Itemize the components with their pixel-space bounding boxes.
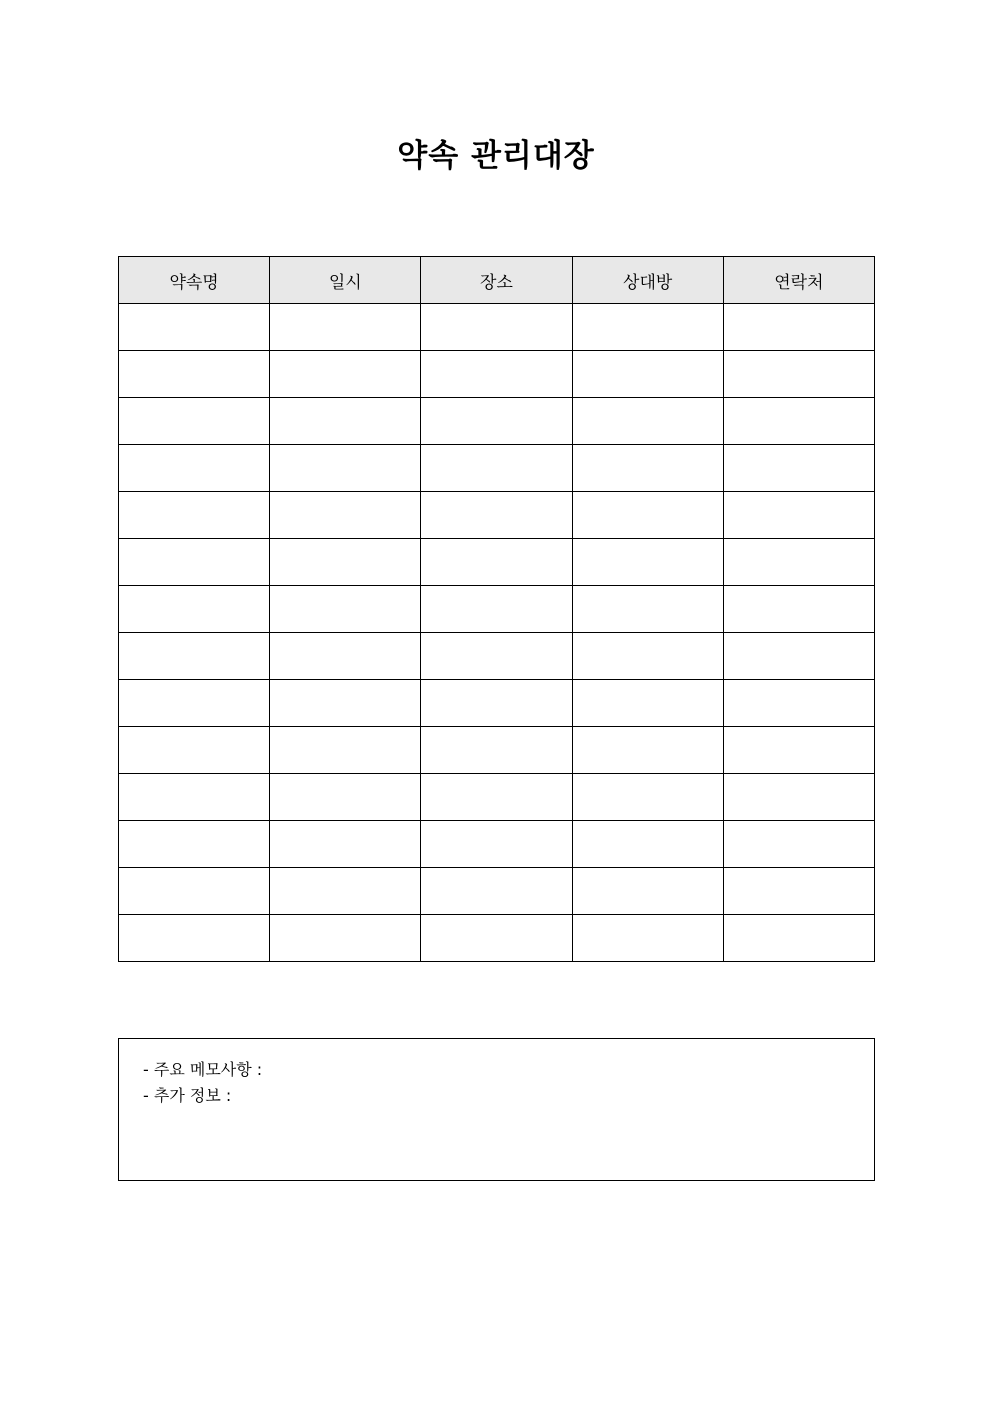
cell-contact[interactable] [723, 445, 874, 492]
cell-appointment-name[interactable] [119, 445, 270, 492]
cell-counterpart[interactable] [572, 398, 723, 445]
cell-appointment-name[interactable] [119, 727, 270, 774]
cell-contact[interactable] [723, 774, 874, 821]
cell-contact[interactable] [723, 821, 874, 868]
cell-counterpart[interactable] [572, 868, 723, 915]
cell-counterpart[interactable] [572, 586, 723, 633]
cell-counterpart[interactable] [572, 774, 723, 821]
cell-datetime[interactable] [270, 445, 421, 492]
cell-appointment-name[interactable] [119, 680, 270, 727]
cell-appointment-name[interactable] [119, 539, 270, 586]
cell-place[interactable] [421, 868, 572, 915]
cell-datetime[interactable] [270, 633, 421, 680]
cell-appointment-name[interactable] [119, 633, 270, 680]
cell-place[interactable] [421, 492, 572, 539]
cell-datetime[interactable] [270, 539, 421, 586]
cell-counterpart[interactable] [572, 727, 723, 774]
cell-contact[interactable] [723, 633, 874, 680]
header-counterpart: 상대방 [572, 257, 723, 304]
cell-contact[interactable] [723, 304, 874, 351]
cell-counterpart[interactable] [572, 633, 723, 680]
cell-datetime[interactable] [270, 680, 421, 727]
cell-datetime[interactable] [270, 821, 421, 868]
table-row [119, 398, 875, 445]
table-body [119, 304, 875, 962]
table-row [119, 445, 875, 492]
cell-place[interactable] [421, 586, 572, 633]
cell-appointment-name[interactable] [119, 351, 270, 398]
cell-place[interactable] [421, 727, 572, 774]
cell-place[interactable] [421, 774, 572, 821]
cell-counterpart[interactable] [572, 492, 723, 539]
cell-appointment-name[interactable] [119, 492, 270, 539]
cell-contact[interactable] [723, 727, 874, 774]
cell-contact[interactable] [723, 868, 874, 915]
cell-place[interactable] [421, 633, 572, 680]
cell-counterpart[interactable] [572, 351, 723, 398]
cell-contact[interactable] [723, 351, 874, 398]
table-row [119, 539, 875, 586]
header-datetime: 일시 [270, 257, 421, 304]
cell-datetime[interactable] [270, 304, 421, 351]
cell-place[interactable] [421, 680, 572, 727]
table-row [119, 680, 875, 727]
cell-place[interactable] [421, 351, 572, 398]
header-contact: 연락처 [723, 257, 874, 304]
table-row [119, 304, 875, 351]
table-row [119, 492, 875, 539]
cell-place[interactable] [421, 821, 572, 868]
memo-box [118, 1038, 875, 1181]
cell-datetime[interactable] [270, 868, 421, 915]
cell-contact[interactable] [723, 539, 874, 586]
cell-appointment-name[interactable] [119, 821, 270, 868]
cell-appointment-name[interactable] [119, 586, 270, 633]
header-place: 장소 [421, 257, 572, 304]
cell-place[interactable] [421, 445, 572, 492]
cell-datetime[interactable] [270, 492, 421, 539]
cell-appointment-name[interactable] [119, 915, 270, 962]
cell-datetime[interactable] [270, 398, 421, 445]
cell-place[interactable] [421, 398, 572, 445]
cell-datetime[interactable] [270, 351, 421, 398]
cell-counterpart[interactable] [572, 821, 723, 868]
cell-datetime[interactable] [270, 586, 421, 633]
cell-datetime[interactable] [270, 774, 421, 821]
cell-appointment-name[interactable] [119, 398, 270, 445]
cell-appointment-name[interactable] [119, 304, 270, 351]
cell-place[interactable] [421, 539, 572, 586]
table-row [119, 868, 875, 915]
cell-contact[interactable] [723, 492, 874, 539]
cell-contact[interactable] [723, 915, 874, 962]
table-row [119, 586, 875, 633]
table-row [119, 633, 875, 680]
cell-counterpart[interactable] [572, 680, 723, 727]
page-title: 약속 관리대장 [397, 138, 595, 174]
cell-counterpart[interactable] [572, 304, 723, 351]
table-row [119, 351, 875, 398]
cell-counterpart[interactable] [572, 539, 723, 586]
cell-contact[interactable] [723, 586, 874, 633]
cell-contact[interactable] [723, 398, 874, 445]
cell-contact[interactable] [723, 680, 874, 727]
cell-place[interactable] [421, 304, 572, 351]
cell-datetime[interactable] [270, 915, 421, 962]
table-row [119, 821, 875, 868]
cell-place[interactable] [421, 915, 572, 962]
table-row [119, 915, 875, 962]
cell-datetime[interactable] [270, 727, 421, 774]
cell-appointment-name[interactable] [119, 868, 270, 915]
cell-counterpart[interactable] [572, 915, 723, 962]
cell-appointment-name[interactable] [119, 774, 270, 821]
table-header-row [119, 257, 875, 304]
table-row [119, 774, 875, 821]
header-appointment-name: 약속명 [119, 257, 270, 304]
memo-additional-info: - 추가 정보 : [143, 1086, 232, 1105]
cell-counterpart[interactable] [572, 445, 723, 492]
appointment-table [118, 256, 875, 962]
memo-main-notes: - 주요 메모사항 : [143, 1060, 263, 1079]
table-row [119, 727, 875, 774]
